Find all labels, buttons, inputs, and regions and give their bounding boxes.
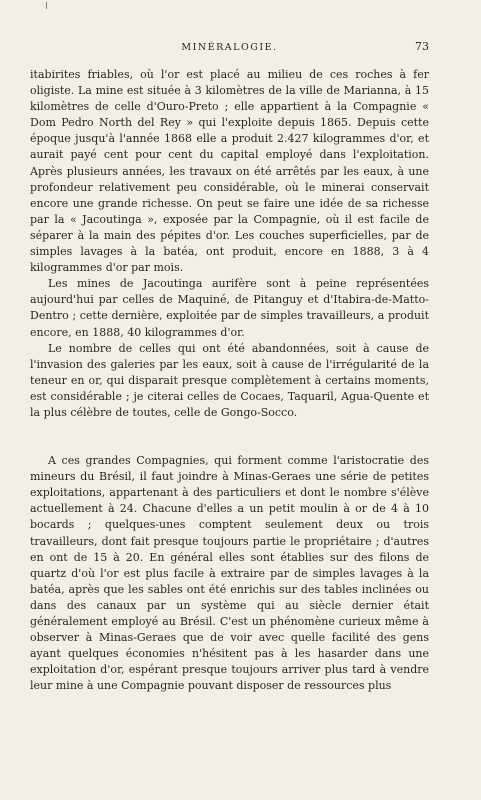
body-text [30,67,429,694]
scan-mark [46,2,47,9]
page-header [30,40,429,56]
running-title: MINÉRALOGIE. [181,42,278,53]
paragraph-2: Les mines de Jacoutinga aurifère sont à peine représentées aujourd'hui par celles de Maquiné, de Pitanguy et d'Itabira-de-Matto-Dentro ; cette dernière, exploitée par de simples travailleurs, a produit encore, en 1888, 40 kilogrammes d'or. [30,277,429,339]
section-gap [30,421,429,453]
paragraph-1: itabirites friables, où l'or est placé au milieu de ces roches à fer oligiste. La mine est située à 3 kilomètres de la ville de Marianna, à 15 kilomètres de celle d'Ouro-Preto ; elle appartient à la Compagnie « Dom Pedro North del Rey » qui l'exploite depuis 1865. Depuis cette époque jusqu'à l'année 1868 elle a produit 2.427 kilogrammes d'or, et aurait payé cent pour cent du capital employé dans l'exploitation. Après plusieurs années, les travaux on été arrêtés par les eaux, à une profondeur relativement peu considérable, où le minerai conservait encore une grande richesse. On peut se faire une idée de sa richesse par la « Jacoutinga », exposée par la Compagnie, où il est facile de séparer à la main des pépites d'or. Les couches superficielles, par de simples lavages à la batéa, ont produit, encore en 1888, 3 à 4 kilogrammes d'or par mois. [30,68,429,275]
paragraph-3: Le nombre de celles qui ont été abandonnées, soit à cause de l'invasion des galeries par les eaux, soit à cause de l'irrégularité de la teneur en or, qui disparait presque complètement à certains moments, est considérable ; je citerai celles de Cocaes, Taquaril, Agua-Quente et la plus célèbre de toutes, celle de Gongo-Socco. [30,341,429,419]
paragraph-4: A ces grandes Compagnies, qui forment comme l'aristocratie des mineurs du Brésil, il faut joindre à Minas-Geraes une série de petites exploitations, appartenant à des particuliers et dont le nombre s'élève actuellement à 24. Chacune d'elles a un petit moulin à or de 4 à 10 bocards ; quelques-unes comptent seulement deux ou trois travailleurs, dont fait presque toujours partie le propriétaire ; d'autres en ont de 15 à 20. En général elles sont établies sur des filons de quartz d'où l'or est plus facile à extraire par de simples lavages à la batéa, après que les sables ont été enrichis sur des tables inclinées ou dans des canaux par un système qui au siècle dernier était généralement employé au Brésil. C'est un phénomène curieux même à observer à Minas-Geraes que de voir avec quelle facilité des gens ayant quelques économies n'hésitent pas à les hasarder dans une exploitation d'or, espérant presque toujours arriver plus tard à vendre leur mine à une Compagnie pouvant disposer de ressources plus [30,454,429,693]
page-number: 73 [415,40,429,53]
